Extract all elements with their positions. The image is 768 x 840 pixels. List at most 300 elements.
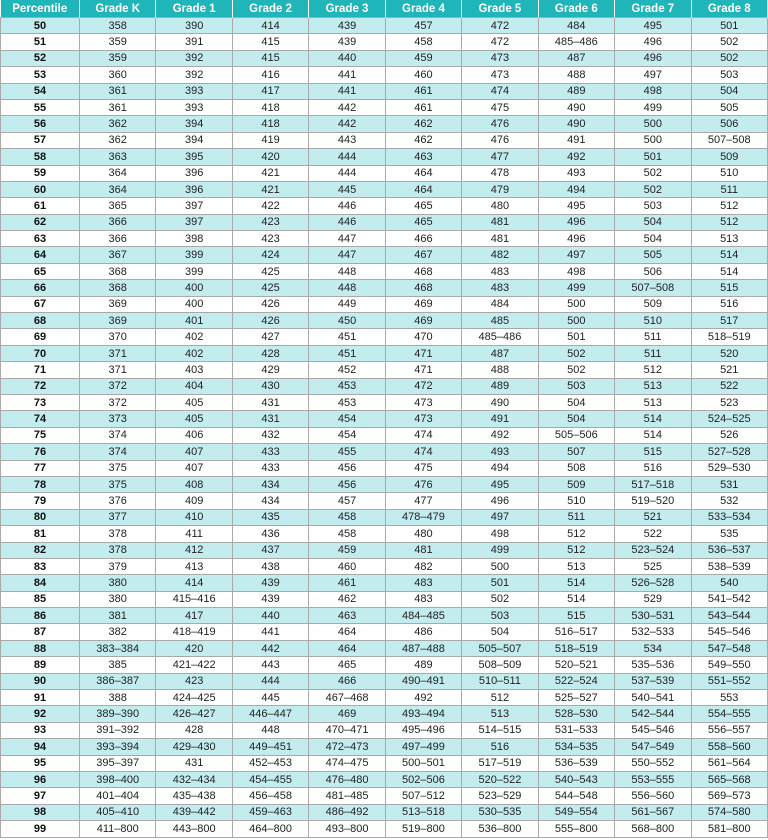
percentile-cell: 90 xyxy=(1,673,80,689)
score-cell: 504 xyxy=(538,394,614,410)
score-cell: 482 xyxy=(462,247,538,263)
table-row xyxy=(1,67,768,83)
table-row xyxy=(1,247,768,263)
score-cell: 448 xyxy=(309,263,385,279)
score-cell: 545–546 xyxy=(691,624,768,640)
table-row xyxy=(1,460,768,476)
score-cell: 513 xyxy=(615,378,691,394)
score-cell: 442 xyxy=(309,116,385,132)
table-row xyxy=(1,394,768,410)
score-cell: 443 xyxy=(309,132,385,148)
score-cell: 378 xyxy=(80,526,156,542)
score-cell: 574–580 xyxy=(691,804,768,820)
score-cell: 368 xyxy=(80,280,156,296)
score-cell: 536–537 xyxy=(691,542,768,558)
score-cell: 526 xyxy=(691,427,768,443)
score-cell: 516 xyxy=(615,460,691,476)
score-cell: 444 xyxy=(309,149,385,165)
score-cell: 461 xyxy=(385,83,461,99)
score-cell: 469 xyxy=(385,313,461,329)
score-cell: 459 xyxy=(309,542,385,558)
score-cell: 501 xyxy=(462,575,538,591)
table-row xyxy=(1,771,768,787)
score-cell: 544–548 xyxy=(538,788,614,804)
table-row xyxy=(1,362,768,378)
score-cell: 464 xyxy=(309,624,385,640)
score-cell: 517–519 xyxy=(462,755,538,771)
score-cell: 507 xyxy=(538,444,614,460)
score-cell: 483 xyxy=(385,575,461,591)
table-row xyxy=(1,755,768,771)
score-cell: 501 xyxy=(538,329,614,345)
percentile-cell: 87 xyxy=(1,624,80,640)
score-cell: 394 xyxy=(156,132,232,148)
header-row xyxy=(1,0,768,18)
score-cell: 464–800 xyxy=(232,821,308,837)
score-cell: 536–539 xyxy=(538,755,614,771)
score-cell: 502 xyxy=(538,362,614,378)
score-cell: 375 xyxy=(80,476,156,492)
table-row xyxy=(1,198,768,214)
score-cell: 452 xyxy=(309,362,385,378)
score-cell: 561–564 xyxy=(691,755,768,771)
score-cell: 543–544 xyxy=(691,608,768,624)
score-cell: 453 xyxy=(309,378,385,394)
score-cell: 491 xyxy=(538,132,614,148)
score-cell: 429 xyxy=(232,362,308,378)
percentile-cell: 53 xyxy=(1,67,80,83)
score-cell: 445 xyxy=(232,690,308,706)
score-cell: 471 xyxy=(385,345,461,361)
score-cell: 400 xyxy=(156,280,232,296)
score-cell: 529–530 xyxy=(691,460,768,476)
score-cell: 361 xyxy=(80,83,156,99)
score-cell: 484 xyxy=(462,296,538,312)
score-cell: 477 xyxy=(385,493,461,509)
score-cell: 509 xyxy=(538,476,614,492)
score-cell: 463 xyxy=(385,149,461,165)
score-cell: 371 xyxy=(80,345,156,361)
score-cell: 443–800 xyxy=(156,821,232,837)
percentile-cell: 62 xyxy=(1,214,80,230)
table-row xyxy=(1,263,768,279)
score-cell: 380 xyxy=(80,575,156,591)
score-cell: 405 xyxy=(156,411,232,427)
percentile-cell: 69 xyxy=(1,329,80,345)
score-cell: 510 xyxy=(615,313,691,329)
score-cell: 537–539 xyxy=(615,673,691,689)
score-cell: 364 xyxy=(80,181,156,197)
score-cell: 472 xyxy=(462,18,538,34)
column-header-grade: Grade 5 xyxy=(462,0,538,18)
score-cell: 478–479 xyxy=(385,509,461,525)
score-cell: 438 xyxy=(232,558,308,574)
score-cell: 434 xyxy=(232,493,308,509)
percentile-cell: 81 xyxy=(1,526,80,542)
score-cell: 483 xyxy=(385,591,461,607)
score-cell: 454–455 xyxy=(232,771,308,787)
score-cell: 500 xyxy=(538,296,614,312)
score-cell: 553–555 xyxy=(615,771,691,787)
score-cell: 457 xyxy=(309,493,385,509)
score-cell: 523 xyxy=(691,394,768,410)
score-cell: 385 xyxy=(80,657,156,673)
score-cell: 505–506 xyxy=(538,427,614,443)
score-cell: 446 xyxy=(309,198,385,214)
score-cell: 523–529 xyxy=(462,788,538,804)
score-cell: 459 xyxy=(385,50,461,66)
score-cell: 465 xyxy=(385,214,461,230)
percentile-cell: 72 xyxy=(1,378,80,394)
score-cell: 520–521 xyxy=(538,657,614,673)
score-cell: 514–515 xyxy=(462,722,538,738)
score-cell: 415 xyxy=(232,34,308,50)
percentile-cell: 82 xyxy=(1,542,80,558)
table-row xyxy=(1,542,768,558)
score-cell: 394 xyxy=(156,116,232,132)
score-cell: 393 xyxy=(156,83,232,99)
score-cell: 391 xyxy=(156,34,232,50)
percentile-cell: 55 xyxy=(1,99,80,115)
score-cell: 472 xyxy=(385,378,461,394)
score-cell: 490 xyxy=(538,116,614,132)
score-cell: 522 xyxy=(691,378,768,394)
score-cell: 469 xyxy=(309,706,385,722)
column-header-grade: Grade 8 xyxy=(691,0,768,18)
score-cell: 467–468 xyxy=(309,690,385,706)
percentile-cell: 67 xyxy=(1,296,80,312)
score-cell: 481 xyxy=(385,542,461,558)
percentile-cell: 51 xyxy=(1,34,80,50)
score-cell: 490–491 xyxy=(385,673,461,689)
score-cell: 456 xyxy=(309,460,385,476)
score-cell: 409 xyxy=(156,493,232,509)
score-cell: 547–549 xyxy=(615,739,691,755)
score-cell: 464 xyxy=(385,181,461,197)
score-cell: 374 xyxy=(80,427,156,443)
score-cell: 481 xyxy=(462,214,538,230)
score-cell: 418–419 xyxy=(156,624,232,640)
table-row xyxy=(1,296,768,312)
score-cell: 432–434 xyxy=(156,771,232,787)
score-cell: 436 xyxy=(232,526,308,542)
percentile-cell: 58 xyxy=(1,149,80,165)
score-cell: 505 xyxy=(615,247,691,263)
score-cell: 465 xyxy=(385,198,461,214)
score-cell: 516 xyxy=(691,296,768,312)
score-cell: 386–387 xyxy=(80,673,156,689)
score-cell: 457 xyxy=(385,18,461,34)
score-cell: 502–506 xyxy=(385,771,461,787)
score-cell: 484 xyxy=(538,18,614,34)
score-cell: 405–410 xyxy=(80,804,156,820)
score-cell: 462 xyxy=(385,132,461,148)
score-cell: 513 xyxy=(538,558,614,574)
score-cell: 369 xyxy=(80,296,156,312)
table-row xyxy=(1,788,768,804)
table-row xyxy=(1,181,768,197)
score-cell: 421 xyxy=(232,181,308,197)
score-cell: 455 xyxy=(309,444,385,460)
score-cell: 513 xyxy=(691,231,768,247)
score-cell: 540 xyxy=(691,575,768,591)
score-cell: 531–533 xyxy=(538,722,614,738)
score-cell: 465 xyxy=(309,657,385,673)
percentile-cell: 76 xyxy=(1,444,80,460)
score-cell: 395–397 xyxy=(80,755,156,771)
score-cell: 506 xyxy=(691,116,768,132)
score-cell: 431 xyxy=(156,755,232,771)
score-cell: 402 xyxy=(156,345,232,361)
score-cell: 359 xyxy=(80,50,156,66)
score-cell: 463 xyxy=(309,608,385,624)
percentile-cell: 77 xyxy=(1,460,80,476)
score-cell: 407 xyxy=(156,460,232,476)
table-row xyxy=(1,493,768,509)
score-cell: 403 xyxy=(156,362,232,378)
score-cell: 496 xyxy=(615,34,691,50)
score-cell: 462 xyxy=(385,116,461,132)
table-row xyxy=(1,608,768,624)
table-row xyxy=(1,165,768,181)
table-row xyxy=(1,804,768,820)
score-cell: 531 xyxy=(691,476,768,492)
score-cell: 425 xyxy=(232,263,308,279)
score-cell: 473 xyxy=(385,411,461,427)
score-cell: 400 xyxy=(156,296,232,312)
percentile-cell: 89 xyxy=(1,657,80,673)
score-cell: 542–544 xyxy=(615,706,691,722)
table-row xyxy=(1,18,768,34)
score-cell: 532 xyxy=(691,493,768,509)
score-cell: 473 xyxy=(462,50,538,66)
score-cell: 458 xyxy=(309,526,385,542)
score-cell: 398 xyxy=(156,231,232,247)
score-cell: 496 xyxy=(538,214,614,230)
score-cell: 449–451 xyxy=(232,739,308,755)
score-cell: 512 xyxy=(538,526,614,542)
score-cell: 484–485 xyxy=(385,608,461,624)
score-cell: 558–560 xyxy=(691,739,768,755)
score-cell: 431 xyxy=(232,394,308,410)
score-cell: 525 xyxy=(615,558,691,574)
score-cell: 549–550 xyxy=(691,657,768,673)
table-row xyxy=(1,624,768,640)
score-cell: 485 xyxy=(462,313,538,329)
score-cell: 424–425 xyxy=(156,690,232,706)
score-cell: 475 xyxy=(462,99,538,115)
score-cell: 493–800 xyxy=(309,821,385,837)
score-cell: 489 xyxy=(385,657,461,673)
score-cell: 447 xyxy=(309,247,385,263)
score-cell: 498 xyxy=(462,526,538,542)
column-header-grade: Grade 6 xyxy=(538,0,614,18)
score-cell: 426 xyxy=(232,296,308,312)
score-cell: 494 xyxy=(538,181,614,197)
score-cell: 512 xyxy=(691,198,768,214)
column-header-grade: Grade 4 xyxy=(385,0,461,18)
score-cell: 476–480 xyxy=(309,771,385,787)
score-cell: 503 xyxy=(691,67,768,83)
score-cell: 502 xyxy=(615,181,691,197)
score-cell: 423 xyxy=(156,673,232,689)
score-cell: 519–800 xyxy=(385,821,461,837)
score-cell: 410 xyxy=(156,509,232,525)
score-cell: 440 xyxy=(232,608,308,624)
percentile-cell: 56 xyxy=(1,116,80,132)
table-row xyxy=(1,476,768,492)
score-cell: 369 xyxy=(80,313,156,329)
score-cell: 500–501 xyxy=(385,755,461,771)
percentile-cell: 98 xyxy=(1,804,80,820)
score-cell: 416 xyxy=(232,67,308,83)
percentile-cell: 97 xyxy=(1,788,80,804)
score-cell: 470 xyxy=(385,329,461,345)
table-row xyxy=(1,722,768,738)
table-row xyxy=(1,214,768,230)
score-cell: 448 xyxy=(232,722,308,738)
score-cell: 483 xyxy=(462,280,538,296)
score-cell: 428 xyxy=(232,345,308,361)
score-cell: 440 xyxy=(309,50,385,66)
score-cell: 508 xyxy=(538,460,614,476)
score-cell: 488 xyxy=(462,362,538,378)
score-cell: 424 xyxy=(232,247,308,263)
score-cell: 494 xyxy=(462,460,538,476)
score-cell: 520 xyxy=(691,345,768,361)
score-cell: 490 xyxy=(462,394,538,410)
score-cell: 374 xyxy=(80,444,156,460)
score-cell: 379 xyxy=(80,558,156,574)
score-cell: 461 xyxy=(385,99,461,115)
score-cell: 534–535 xyxy=(538,739,614,755)
score-cell: 507–508 xyxy=(615,280,691,296)
score-cell: 503 xyxy=(615,198,691,214)
score-cell: 474 xyxy=(385,427,461,443)
score-cell: 381 xyxy=(80,608,156,624)
score-cell: 493 xyxy=(538,165,614,181)
percentile-cell: 80 xyxy=(1,509,80,525)
score-cell: 393 xyxy=(156,99,232,115)
score-cell: 527–528 xyxy=(691,444,768,460)
score-cell: 376 xyxy=(80,493,156,509)
percentile-cell: 68 xyxy=(1,313,80,329)
score-cell: 515 xyxy=(615,444,691,460)
percentile-cell: 75 xyxy=(1,427,80,443)
score-cell: 492 xyxy=(462,427,538,443)
score-cell: 476 xyxy=(462,132,538,148)
score-cell: 464 xyxy=(385,165,461,181)
score-cell: 361 xyxy=(80,99,156,115)
score-cell: 364 xyxy=(80,165,156,181)
score-cell: 399 xyxy=(156,263,232,279)
score-cell: 541–542 xyxy=(691,591,768,607)
percentile-cell: 79 xyxy=(1,493,80,509)
score-cell: 487–488 xyxy=(385,640,461,656)
score-cell: 397 xyxy=(156,214,232,230)
score-cell: 433 xyxy=(232,444,308,460)
score-cell: 480 xyxy=(385,526,461,542)
table-row xyxy=(1,444,768,460)
score-cell: 367 xyxy=(80,247,156,263)
score-cell: 514 xyxy=(691,247,768,263)
score-cell: 382 xyxy=(80,624,156,640)
score-cell: 441 xyxy=(309,83,385,99)
score-cell: 500 xyxy=(462,558,538,574)
table-row xyxy=(1,427,768,443)
score-cell: 464 xyxy=(309,640,385,656)
percentile-cell: 50 xyxy=(1,18,80,34)
score-cell: 509 xyxy=(691,149,768,165)
score-cell: 514 xyxy=(691,263,768,279)
score-cell: 433 xyxy=(232,460,308,476)
score-cell: 499 xyxy=(538,280,614,296)
score-cell: 426–427 xyxy=(156,706,232,722)
score-cell: 415–416 xyxy=(156,591,232,607)
score-cell: 569–573 xyxy=(691,788,768,804)
percentile-cell: 86 xyxy=(1,608,80,624)
score-cell: 375 xyxy=(80,460,156,476)
score-cell: 514 xyxy=(538,575,614,591)
score-cell: 510 xyxy=(538,493,614,509)
score-cell: 362 xyxy=(80,116,156,132)
score-cell: 482 xyxy=(385,558,461,574)
table-row xyxy=(1,690,768,706)
score-cell: 521 xyxy=(691,362,768,378)
score-cell: 396 xyxy=(156,165,232,181)
percentile-cell: 84 xyxy=(1,575,80,591)
score-cell: 466 xyxy=(385,231,461,247)
score-cell: 371 xyxy=(80,362,156,378)
percentile-cell: 66 xyxy=(1,280,80,296)
table-row xyxy=(1,591,768,607)
score-cell: 429–430 xyxy=(156,739,232,755)
score-cell: 420 xyxy=(156,640,232,656)
score-cell: 421 xyxy=(232,165,308,181)
percentile-cell: 65 xyxy=(1,263,80,279)
score-cell: 372 xyxy=(80,378,156,394)
percentile-cell: 96 xyxy=(1,771,80,787)
score-cell: 547–548 xyxy=(691,640,768,656)
score-cell: 550–552 xyxy=(615,755,691,771)
column-header-percentile: Percentile xyxy=(1,0,80,18)
score-cell: 474–475 xyxy=(309,755,385,771)
score-cell: 402 xyxy=(156,329,232,345)
table-body xyxy=(1,18,768,838)
score-cell: 526–528 xyxy=(615,575,691,591)
score-cell: 389–390 xyxy=(80,706,156,722)
score-cell: 497–499 xyxy=(385,739,461,755)
score-cell: 390 xyxy=(156,18,232,34)
score-cell: 447 xyxy=(309,231,385,247)
score-cell: 401–404 xyxy=(80,788,156,804)
score-cell: 511 xyxy=(538,509,614,525)
score-cell: 468 xyxy=(385,263,461,279)
table-row xyxy=(1,411,768,427)
score-cell: 504 xyxy=(462,624,538,640)
score-cell: 444 xyxy=(232,673,308,689)
score-cell: 430 xyxy=(232,378,308,394)
score-cell: 499 xyxy=(462,542,538,558)
score-cell: 363 xyxy=(80,149,156,165)
score-cell: 439 xyxy=(309,18,385,34)
table-row xyxy=(1,83,768,99)
score-cell: 422 xyxy=(232,198,308,214)
score-cell: 502 xyxy=(691,50,768,66)
score-cell: 485–486 xyxy=(462,329,538,345)
score-cell: 493 xyxy=(462,444,538,460)
score-cell: 503 xyxy=(462,608,538,624)
